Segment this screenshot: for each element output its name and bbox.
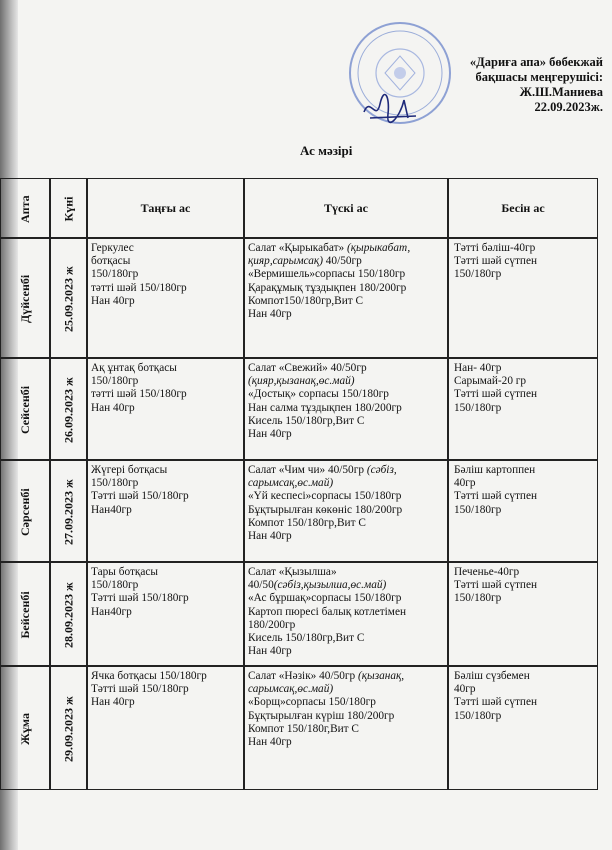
lunch-line (248, 268, 410, 281)
breakfast-cell (87, 460, 244, 562)
lunch-line (248, 428, 402, 441)
lunch-text (248, 464, 402, 543)
approval-date: 22.09.2023ж. (534, 100, 603, 114)
lunch-dish: «Борщ»сорпасы 150/180гр (248, 696, 376, 709)
breakfast-line: Нан 40гр (91, 401, 135, 414)
breakfast-line: 150/180гр (91, 477, 139, 490)
weekday-cell (0, 358, 50, 460)
header-lunch (244, 178, 448, 238)
lunch-dish: Компот 150/180гр,Вит С (248, 516, 366, 529)
page-title: Ас мәзірі (300, 143, 353, 158)
lunch-line (248, 632, 406, 645)
lunch-line (248, 696, 404, 709)
lunch-line (248, 308, 410, 321)
snack-line: Нан- 40гр (454, 362, 502, 374)
lunch-dish: Салат «Свежий» 40/50гр (248, 362, 367, 374)
breakfast-line: 150/180гр (91, 268, 139, 281)
header-snack (448, 178, 598, 238)
lunch-line (248, 670, 404, 683)
breakfast-line: ботқасы (91, 255, 131, 268)
breakfast-text (91, 242, 187, 308)
lunch-dish: Картоп пюресі балық котлетімен (248, 605, 407, 618)
lunch-line (248, 579, 406, 592)
snack-line: 40гр (454, 477, 476, 490)
lunch-line (248, 736, 404, 749)
date-cell (50, 238, 87, 358)
snack-line: Бәліш сүзбемен (454, 670, 530, 682)
lunch-cell (244, 666, 448, 790)
snack-line: Тәтті шәй сүтпен (454, 696, 538, 709)
lunch-dish: Нан 40гр (248, 645, 292, 658)
weekday-label: Дүйсенбі (18, 274, 32, 323)
breakfast-line: Тәтті шәй 150/180гр (91, 683, 189, 696)
header-week (0, 178, 50, 238)
lunch-dish: Нан салма тұздықпен 180/200гр (248, 401, 402, 414)
lunch-line (248, 710, 404, 723)
lunch-dish: Компот 150/180г,Вит С (248, 722, 359, 735)
breakfast-line: Геркулес (91, 242, 134, 254)
lunch-dish: «Ас бұршақ»сорпасы 150/180гр (248, 592, 402, 605)
lunch-line (248, 464, 402, 477)
snack-cell (448, 562, 598, 666)
breakfast-cell (87, 238, 244, 358)
date-cell (50, 562, 87, 666)
lunch-line (248, 295, 410, 308)
lunch-cell (244, 238, 448, 358)
lunch-text (248, 670, 404, 749)
lunch-dish: Кисель 150/180гр,Вит С (248, 632, 365, 645)
snack-line: Бәліш картоппен (454, 464, 536, 476)
lunch-line (248, 606, 406, 619)
snack-line: 150/180гр (454, 592, 502, 605)
lunch-dish: «Вермишель»сорпасы 150/180гр (248, 268, 406, 281)
week-column-label: Апта (18, 195, 32, 223)
breakfast-line: тәтті шәй 150/180гр (91, 281, 187, 294)
lunch-line (248, 566, 406, 579)
snack-line: Сарымай-20 гр (454, 375, 527, 388)
kindergarten-name: «Дариға апа» бөбекжай (469, 55, 603, 69)
lunch-line (248, 388, 402, 401)
snack-cell (448, 460, 598, 562)
weekday-label: Сейсенбі (18, 385, 32, 434)
approval-header (388, 55, 603, 115)
weekday-cell (0, 666, 50, 790)
snack-text (454, 464, 537, 517)
lunch-dish: Кисель 150/180гр,Вит С (248, 414, 365, 427)
lunch-dish: Салат «Чим чи» 40/50гр (248, 464, 367, 476)
date-cell (50, 460, 87, 562)
breakfast-text (91, 566, 189, 619)
lunch-text (248, 242, 410, 321)
snack-line: Печенье-40гр (454, 566, 520, 578)
breakfast-line: 150/180гр (91, 375, 139, 388)
snack-cell (448, 666, 598, 790)
breakfast-cell (87, 358, 244, 460)
snack-text (454, 242, 537, 282)
breakfast-line: Тары ботқасы (91, 566, 158, 578)
lunch-line (248, 592, 406, 605)
lunch-line (248, 683, 404, 696)
lunch-dish: 40/50 (248, 579, 274, 592)
breakfast-cell (87, 666, 244, 790)
date-cell (50, 358, 87, 460)
breakfast-column-label: Таңғы ас (140, 201, 191, 215)
lunch-dish: Бұқтырылған көкөніс 180/200гр (248, 503, 403, 516)
snack-line: Тәтті шәй сүтпен (454, 579, 538, 592)
position-title: бақшасы меңгерушісі: (475, 70, 603, 84)
lunch-dish: Салат «Қызылша» (248, 566, 337, 578)
breakfast-line: тәтті шәй 150/180гр (91, 388, 187, 401)
weekday-cell (0, 238, 50, 358)
lunch-line (248, 242, 410, 255)
lunch-line (248, 504, 402, 517)
snack-text (454, 362, 537, 415)
weekday-label: Сәрсенбі (18, 488, 32, 536)
lunch-line (248, 402, 402, 415)
weekday-cell (0, 562, 50, 666)
date-label: 28.09.2023 ж (61, 582, 76, 648)
snack-line: 150/180гр (454, 709, 502, 722)
lunch-cell (244, 358, 448, 460)
lunch-ingredients: (сәбіз, (366, 464, 397, 476)
snack-line: 150/180гр (454, 401, 502, 414)
snack-line: Тәтті бәліш-40гр (454, 242, 536, 254)
breakfast-line: Нан 40гр (91, 696, 135, 709)
lunch-line (248, 490, 402, 503)
lunch-dish: 180/200гр (248, 618, 296, 631)
snack-column-label: Бесін ас (501, 201, 545, 215)
lunch-ingredients: (сәбіз,қызылша,өс.май) (273, 579, 387, 592)
snack-line: 40гр (454, 683, 476, 696)
breakfast-line: Ячка ботқасы 150/180гр (91, 670, 207, 682)
breakfast-line: Тәтті шәй 150/180гр (91, 592, 189, 605)
lunch-dish: Нан 40гр (248, 736, 292, 749)
lunch-ingredients: сарымсақ,өс.май) (248, 477, 334, 490)
snack-line: Тәтті шәй сүтпен (454, 388, 538, 401)
lunch-dish: Нан 40гр (248, 530, 292, 543)
lunch-line (248, 362, 402, 375)
weekday-label: Жұма (18, 713, 32, 745)
lunch-line (248, 530, 402, 543)
breakfast-line: Нан40гр (91, 503, 132, 516)
lunch-line (248, 723, 404, 736)
breakfast-text (91, 362, 187, 415)
head-name: Ж.Ш.Маниева (519, 85, 603, 99)
lunch-dish: Нан 40гр (248, 428, 292, 441)
snack-line: 150/180гр (454, 268, 502, 281)
snack-line: Тәтті шәй сүтпен (454, 490, 538, 503)
lunch-dish: Қарақұмық тұздықпен 180/200гр (248, 281, 407, 294)
lunch-dish: «Үй кеспесі»сорпасы 150/180гр (248, 490, 402, 503)
breakfast-line: Ақ ұнтақ ботқасы (91, 362, 177, 374)
lunch-ingredients: қияр,сарымсақ) (248, 255, 323, 268)
day-column-label: Күні (61, 196, 76, 222)
breakfast-text (91, 670, 207, 710)
breakfast-text (91, 464, 189, 517)
date-label: 27.09.2023 ж (61, 479, 76, 545)
header-day (50, 178, 87, 238)
date-label: 29.09.2023 ж (61, 696, 76, 762)
breakfast-line: Тәтті шәй 150/180гр (91, 490, 189, 503)
lunch-portion: 40/50гр (322, 255, 362, 268)
lunch-ingredients: (қияр,қызанақ,өс.май) (248, 375, 355, 388)
lunch-line (248, 477, 402, 490)
date-label: 26.09.2023 ж (61, 377, 76, 443)
snack-text (454, 566, 537, 606)
lunch-dish: Салат «Қырыкабат» (248, 242, 347, 254)
lunch-line (248, 619, 406, 632)
date-cell (50, 666, 87, 790)
breakfast-line: Нан40гр (91, 605, 132, 618)
lunch-dish: Бұқтырылған күріш 180/200гр (248, 709, 395, 722)
lunch-line (248, 415, 402, 428)
lunch-ingredients: (қызанақ, (358, 670, 405, 682)
lunch-text (248, 362, 402, 441)
breakfast-line: 150/180гр (91, 579, 139, 592)
lunch-line (248, 517, 402, 530)
breakfast-cell (87, 562, 244, 666)
date-label: 25.09.2023 ж (61, 266, 76, 332)
lunch-ingredients: сарымсақ,өс.май) (248, 683, 334, 696)
lunch-line (248, 645, 406, 658)
lunch-cell (244, 562, 448, 666)
lunch-line (248, 282, 410, 295)
lunch-dish: Нан 40гр (248, 308, 292, 321)
lunch-column-label: Түскі ас (324, 201, 368, 215)
weekday-cell (0, 460, 50, 562)
snack-text (454, 670, 537, 723)
lunch-cell (244, 460, 448, 562)
lunch-dish: Компот150/180гр,Вит С (248, 294, 364, 307)
lunch-ingredients: (қырыкабат, (347, 242, 411, 254)
snack-cell (448, 238, 598, 358)
lunch-dish: «Достық» сорпасы 150/180гр (248, 388, 389, 401)
lunch-line (248, 255, 410, 268)
snack-line: Тәтті шәй сүтпен (454, 255, 538, 268)
lunch-line (248, 375, 402, 388)
breakfast-line: Нан 40гр (91, 294, 135, 307)
weekday-label: Бейсенбі (18, 591, 32, 639)
lunch-dish: Салат «Нәзік» 40/50гр (248, 670, 358, 682)
lunch-text (248, 566, 406, 658)
snack-cell (448, 358, 598, 460)
snack-line: 150/180гр (454, 503, 502, 516)
breakfast-line: Жүгері ботқасы (91, 464, 168, 476)
header-breakfast (87, 178, 244, 238)
